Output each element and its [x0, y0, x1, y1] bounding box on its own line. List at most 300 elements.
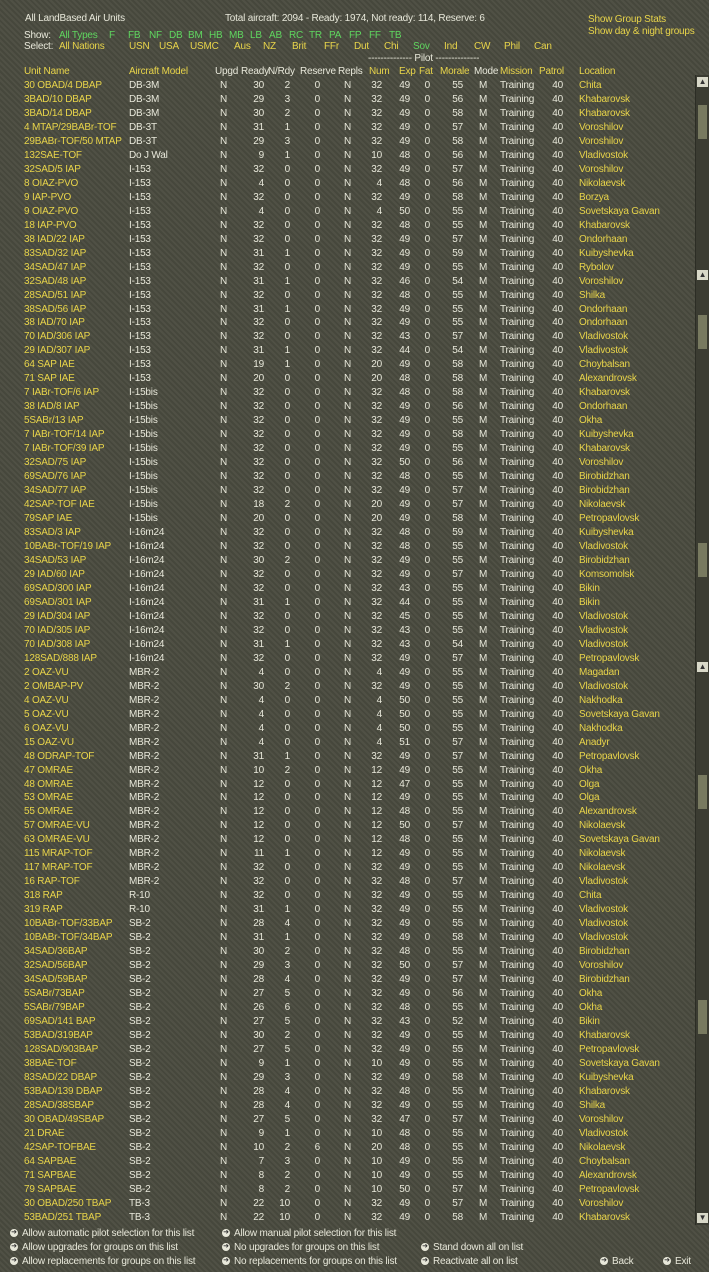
cell-location[interactable]: Vladivostok [579, 638, 628, 650]
cell-unit-name[interactable]: 9 OIAZ-PVO [24, 205, 79, 217]
scroll-up-icon[interactable]: ▲ [698, 270, 707, 279]
table-row[interactable] [0, 164, 700, 178]
table-row[interactable] [0, 1072, 700, 1086]
table-row[interactable] [0, 1142, 700, 1156]
cell-location[interactable]: Anadyr [579, 736, 610, 748]
cell-unit-name[interactable]: 34SAD/47 IAP [24, 261, 87, 273]
cell-location[interactable]: Kuibyshevka [579, 1071, 634, 1083]
nation-nz[interactable]: NZ [263, 41, 276, 52]
nation-can[interactable]: Can [534, 41, 552, 52]
table-row[interactable] [0, 136, 700, 150]
cell-unit-name[interactable]: 42SAP-TOF IAE [24, 499, 95, 511]
cell-location[interactable]: Petropavlovsk [579, 1183, 640, 1195]
cell-unit-name[interactable]: 28SAD/38SBAP [24, 1099, 94, 1111]
cell-location[interactable]: Nakhodka [579, 694, 623, 706]
cell-location[interactable]: Ondorhaan [579, 233, 628, 245]
allow-replacements-button[interactable] [10, 1256, 195, 1267]
allow-upgrades-button[interactable] [10, 1242, 178, 1253]
cell-location[interactable]: Petropavlovsk [579, 750, 640, 762]
cell-location[interactable]: Choybalsan [579, 359, 630, 371]
nation-ind[interactable]: Ind [444, 41, 458, 52]
col-patrol[interactable]: Patrol [539, 66, 564, 77]
cell-location[interactable]: Vladivostok [579, 876, 628, 888]
exit-button[interactable] [663, 1256, 691, 1267]
table-row[interactable] [0, 1044, 700, 1058]
filter-db[interactable]: DB [169, 30, 183, 41]
cell-unit-name[interactable]: 319 RAP [24, 904, 63, 916]
table-row[interactable] [0, 1114, 700, 1128]
cell-location[interactable]: Okha [579, 1002, 603, 1014]
cell-location[interactable]: Vladivostok [579, 932, 628, 944]
cell-location[interactable]: Khabarovsk [579, 1029, 630, 1041]
cell-unit-name[interactable]: 7 IABr-TOF/39 IAP [24, 443, 105, 455]
cell-location[interactable]: Bikin [579, 1015, 600, 1027]
table-row[interactable] [0, 317, 700, 331]
scroll-down-icon[interactable]: ▼ [698, 1213, 707, 1222]
cell-unit-name[interactable]: 5SABr/79BAP [24, 1002, 85, 1014]
cell-unit-name[interactable]: 16 RAP-TOF [24, 876, 80, 888]
col-location[interactable]: Location [579, 66, 616, 77]
cell-location[interactable]: Voroshilov [579, 121, 624, 133]
cell-location[interactable]: Alexandrovsk [579, 806, 637, 818]
cell-unit-name[interactable]: 69SAD/301 IAP [24, 596, 92, 608]
table-row[interactable] [0, 779, 700, 793]
table-row[interactable] [0, 387, 700, 401]
cell-location[interactable]: Nikolaevsk [579, 862, 626, 874]
scroll-up-icon[interactable]: ▲ [698, 662, 707, 671]
cell-location[interactable]: Voroshilov [579, 457, 624, 469]
cell-unit-name[interactable]: 32SAD/75 IAP [24, 457, 87, 469]
filter-ab[interactable]: AB [269, 30, 282, 41]
back-button[interactable] [600, 1256, 633, 1267]
col-upgd[interactable]: Upgd [215, 66, 239, 77]
cell-unit-name[interactable]: 6 OAZ-VU [24, 722, 69, 734]
cell-unit-name[interactable]: 30 OBAD/4 DBAP [24, 80, 102, 91]
table-row[interactable] [0, 178, 700, 192]
table-row[interactable] [0, 792, 700, 806]
cell-unit-name[interactable]: 42SAP-TOFBAE [24, 1141, 96, 1153]
table-row[interactable] [0, 639, 700, 653]
cell-unit-name[interactable]: 71 SAP IAE [24, 373, 75, 385]
cell-location[interactable]: Khabarovsk [579, 107, 630, 119]
cell-location[interactable]: Khabarovsk [579, 1211, 630, 1223]
table-row[interactable] [0, 625, 700, 639]
table-row[interactable] [0, 1002, 700, 1016]
table-row[interactable] [0, 262, 700, 276]
scrollbar-thumb[interactable] [698, 543, 707, 577]
cell-location[interactable]: Komsomolsk [579, 568, 635, 580]
cell-unit-name[interactable]: 10BABr-TOF/34BAP [24, 932, 113, 944]
cell-unit-name[interactable]: 64 SAPBAE [24, 1155, 77, 1167]
table-row[interactable] [0, 150, 700, 164]
cell-unit-name[interactable]: 29 IAD/60 IAP [24, 568, 85, 580]
table-row[interactable] [0, 206, 700, 220]
table-row[interactable] [0, 192, 700, 206]
cell-location[interactable]: Vladivostok [579, 624, 628, 636]
col-nrdy[interactable]: N/Rdy [268, 66, 295, 77]
table-row[interactable] [0, 80, 700, 94]
cell-location[interactable]: Kuibyshevka [579, 247, 634, 259]
table-row[interactable] [0, 932, 700, 946]
cell-unit-name[interactable]: 3BAD/10 DBAP [24, 93, 92, 105]
filter-tb[interactable]: TB [389, 30, 402, 41]
cell-unit-name[interactable]: 69SAD/76 IAP [24, 471, 87, 483]
manual-pilot-selection-button[interactable] [222, 1228, 396, 1239]
cell-unit-name[interactable]: 64 SAP IAE [24, 359, 75, 371]
table-row[interactable] [0, 1128, 700, 1142]
cell-unit-name[interactable]: 34SAD/59BAP [24, 974, 88, 986]
table-row[interactable] [0, 834, 700, 848]
cell-unit-name[interactable]: 83SAD/22 DBAP [24, 1071, 97, 1083]
cell-location[interactable]: Nikolaevsk [579, 848, 626, 860]
cell-location[interactable]: Okha [579, 764, 603, 776]
table-row[interactable] [0, 667, 700, 681]
cell-unit-name[interactable]: 70 IAD/305 IAP [24, 624, 91, 636]
cell-unit-name[interactable]: 29BABr-TOF/50 MTAP [24, 135, 122, 147]
cell-location[interactable]: Voroshilov [579, 1113, 624, 1125]
cell-unit-name[interactable]: 5SABr/73BAP [24, 988, 85, 1000]
cell-location[interactable]: Khabarovsk [579, 1085, 630, 1097]
table-row[interactable] [0, 122, 700, 136]
cell-location[interactable]: Nikolaevsk [579, 1141, 626, 1153]
cell-location[interactable]: Bikin [579, 582, 600, 594]
cell-location[interactable]: Voroshilov [579, 135, 624, 147]
scrollbar-thumb[interactable] [698, 1000, 707, 1034]
cell-location[interactable]: Nikolaevsk [579, 820, 626, 832]
table-row[interactable] [0, 94, 700, 108]
nation-usa[interactable]: USA [159, 41, 179, 52]
cell-location[interactable]: Olga [579, 792, 600, 804]
cell-unit-name[interactable]: 69SAD/300 IAP [24, 582, 92, 594]
no-replacements-button[interactable] [222, 1256, 397, 1267]
cell-location[interactable]: Vladivostok [579, 345, 628, 357]
filter-all-types[interactable]: All Types [59, 30, 98, 41]
cell-location[interactable]: Birobidzhan [579, 485, 630, 497]
filter-bm[interactable]: BM [188, 30, 203, 41]
table-row[interactable] [0, 820, 700, 834]
table-row[interactable] [0, 848, 700, 862]
cell-unit-name[interactable]: 69SAD/141 BAP [24, 1015, 96, 1027]
col-unit-name[interactable]: Unit Name [24, 66, 70, 77]
cell-location[interactable]: Birobidzhan [579, 974, 630, 986]
cell-location[interactable]: Vladivostok [579, 541, 628, 552]
cell-location[interactable]: Birobidzhan [579, 554, 630, 566]
filter-f[interactable]: F [109, 30, 115, 41]
cell-unit-name[interactable]: 53BAD/319BAP [24, 1029, 93, 1041]
table-row[interactable] [0, 527, 700, 541]
cell-unit-name[interactable]: 115 MRAP-TOF [24, 848, 93, 860]
col-exp[interactable]: Exp [399, 66, 416, 77]
table-row[interactable] [0, 904, 700, 918]
cell-unit-name[interactable]: 38 IAD/22 IAP [24, 233, 85, 245]
cell-location[interactable]: Birobidzhan [579, 946, 630, 958]
filter-fp[interactable]: FP [349, 30, 362, 41]
cell-location[interactable]: Sovetskaya Gavan [579, 205, 660, 217]
cell-unit-name[interactable]: 5 OAZ-VU [24, 708, 69, 720]
table-row[interactable] [0, 541, 700, 555]
col-morale[interactable]: Morale [440, 66, 470, 77]
table-row[interactable] [0, 276, 700, 290]
table-row[interactable] [0, 751, 700, 765]
table-row[interactable] [0, 1156, 700, 1170]
cell-unit-name[interactable]: 7 IABr-TOF/6 IAP [24, 387, 99, 399]
table-row[interactable] [0, 709, 700, 723]
cell-unit-name[interactable]: 30 OBAD/49SBAP [24, 1113, 105, 1125]
cell-unit-name[interactable]: 3BAD/14 DBAP [24, 107, 92, 119]
cell-location[interactable]: Petropavlovsk [579, 513, 640, 525]
table-row[interactable] [0, 1212, 700, 1226]
cell-location[interactable]: Voroshilov [579, 163, 624, 175]
cell-location[interactable]: Alexandrovsk [579, 373, 637, 385]
table-row[interactable] [0, 415, 700, 429]
cell-unit-name[interactable]: 63 OMRAE-VU [24, 834, 90, 846]
reactivate-all-button[interactable] [421, 1256, 518, 1267]
table-row[interactable] [0, 1198, 700, 1212]
cell-location[interactable]: Ondorhaan [579, 317, 628, 329]
nation-phil[interactable]: Phil [504, 41, 520, 52]
cell-location[interactable]: Ondorhaan [579, 303, 628, 315]
cell-unit-name[interactable]: 128SAD/903BAP [24, 1043, 99, 1055]
table-row[interactable] [0, 499, 700, 513]
table-row[interactable] [0, 290, 700, 304]
cell-location[interactable]: Vladivostok [579, 149, 628, 161]
table-row[interactable] [0, 1016, 700, 1030]
cell-unit-name[interactable]: 38SAD/56 IAP [24, 303, 87, 315]
cell-unit-name[interactable]: 47 OMRAE [24, 764, 73, 776]
cell-location[interactable]: Khabarovsk [579, 387, 630, 399]
table-row[interactable] [0, 248, 700, 262]
table-row[interactable] [0, 737, 700, 751]
filter-hb[interactable]: HB [209, 30, 223, 41]
cell-unit-name[interactable]: 34SAD/36BAP [24, 946, 88, 958]
cell-unit-name[interactable]: 55 OMRAE [24, 806, 73, 818]
table-row[interactable] [0, 457, 700, 471]
table-row[interactable] [0, 345, 700, 359]
cell-unit-name[interactable]: 30 OBAD/250 TBAP [24, 1197, 112, 1209]
cell-unit-name[interactable]: 15 OAZ-VU [24, 736, 74, 748]
cell-location[interactable]: Alexandrovsk [579, 1169, 637, 1181]
cell-location[interactable]: Shilka [579, 289, 606, 301]
cell-unit-name[interactable]: 29 IAD/304 IAP [24, 610, 91, 622]
cell-location[interactable]: Vladivostok [579, 331, 628, 343]
cell-unit-name[interactable]: 38 IAD/70 IAP [24, 317, 85, 329]
col-repls[interactable]: Repls [338, 66, 363, 77]
nation-dut[interactable]: Dut [354, 41, 369, 52]
cell-unit-name[interactable]: 132SAE-TOF [24, 149, 82, 161]
table-row[interactable] [0, 401, 700, 415]
cell-unit-name[interactable]: 4 MTAP/29BABr-TOF [24, 121, 117, 133]
cell-location[interactable]: Nikolaevsk [579, 177, 626, 189]
cell-location[interactable]: Petropavlovsk [579, 1043, 640, 1055]
table-row[interactable] [0, 723, 700, 737]
cell-unit-name[interactable]: 32SAD/56BAP [24, 960, 88, 972]
filter-nf[interactable]: NF [149, 30, 162, 41]
table-row[interactable] [0, 876, 700, 890]
table-row[interactable] [0, 359, 700, 373]
col-mode[interactable]: Mode [474, 66, 499, 77]
cell-location[interactable]: Nikolaevsk [579, 499, 626, 511]
cell-unit-name[interactable]: 70 IAD/306 IAP [24, 331, 91, 343]
col-aircraft-model[interactable]: Aircraft Model [129, 66, 188, 77]
cell-unit-name[interactable]: 32SAD/5 IAP [24, 163, 81, 175]
cell-unit-name[interactable]: 32SAD/48 IAP [24, 275, 87, 287]
table-row[interactable] [0, 485, 700, 499]
filter-ff[interactable]: FF [369, 30, 381, 41]
table-row[interactable] [0, 1170, 700, 1184]
table-row[interactable] [0, 555, 700, 569]
nation-all[interactable]: All Nations [59, 41, 105, 52]
cell-location[interactable]: Rybolov [579, 261, 614, 273]
col-ready[interactable]: Ready [241, 66, 269, 77]
cell-location[interactable]: Nakhodka [579, 722, 623, 734]
table-row[interactable] [0, 1100, 700, 1114]
col-fat[interactable]: Fat [419, 66, 433, 77]
stand-down-all-button[interactable] [421, 1242, 523, 1253]
cell-unit-name[interactable]: 28SAD/51 IAP [24, 289, 87, 301]
cell-location[interactable]: Voroshilov [579, 1197, 624, 1209]
table-row[interactable] [0, 960, 700, 974]
cell-unit-name[interactable]: 29 IAD/307 IAP [24, 345, 91, 357]
scrollbar-thumb[interactable] [698, 775, 707, 809]
nation-brit[interactable]: Brit [292, 41, 307, 52]
table-row[interactable] [0, 765, 700, 779]
cell-location[interactable]: Vladivostok [579, 918, 628, 930]
table-row[interactable] [0, 681, 700, 695]
cell-location[interactable]: Voroshilov [579, 275, 624, 287]
cell-location[interactable]: Petropavlovsk [579, 652, 640, 664]
cell-location[interactable]: Okha [579, 988, 603, 1000]
nation-chi[interactable]: Chi [384, 41, 399, 52]
cell-location[interactable]: Voroshilov [579, 960, 624, 972]
cell-unit-name[interactable]: 2 OMBAP-PV [24, 680, 84, 692]
cell-unit-name[interactable]: 83SAD/3 IAP [24, 527, 81, 539]
filter-lb[interactable]: LB [250, 30, 262, 41]
filter-rc[interactable]: RC [289, 30, 304, 41]
table-row[interactable] [0, 1058, 700, 1072]
cell-location[interactable]: Birobidzhan [579, 471, 630, 483]
nation-sov[interactable]: Sov [413, 41, 430, 52]
show-group-stats-link[interactable]: Show Group Stats [588, 14, 666, 25]
table-row[interactable] [0, 234, 700, 248]
cell-location[interactable]: Olga [579, 778, 600, 790]
cell-location[interactable]: Kuibyshevka [579, 527, 634, 539]
cell-location[interactable]: Khabarovsk [579, 93, 630, 105]
cell-unit-name[interactable]: 8 OIAZ-PVO [24, 177, 79, 189]
table-row[interactable] [0, 108, 700, 122]
cell-unit-name[interactable]: 48 ODRAP-TOF [24, 750, 95, 762]
cell-unit-name[interactable]: 10BABr-TOF/33BAP [24, 918, 113, 930]
cell-location[interactable]: Magadan [579, 666, 620, 678]
auto-pilot-selection-button[interactable] [10, 1228, 194, 1239]
table-row[interactable] [0, 974, 700, 988]
cell-location[interactable]: Shilka [579, 1099, 606, 1111]
cell-unit-name[interactable]: 70 IAD/308 IAP [24, 638, 91, 650]
scroll-up-icon[interactable]: ▲ [698, 77, 707, 86]
cell-location[interactable]: Chita [579, 80, 602, 91]
cell-unit-name[interactable]: 9 IAP-PVO [24, 191, 72, 203]
col-reserve[interactable]: Reserve [300, 66, 336, 77]
cell-location[interactable]: Okha [579, 415, 603, 427]
cell-unit-name[interactable]: 117 MRAP-TOF [24, 862, 93, 874]
cell-unit-name[interactable]: 79SAP IAE [24, 513, 73, 525]
scrollbar-thumb[interactable] [698, 105, 707, 139]
table-row[interactable] [0, 862, 700, 876]
filter-tr[interactable]: TR [309, 30, 322, 41]
table-row[interactable] [0, 653, 700, 667]
cell-unit-name[interactable]: 34SAD/77 IAP [24, 485, 87, 497]
filter-pa[interactable]: PA [329, 30, 342, 41]
table-row[interactable] [0, 569, 700, 583]
cell-unit-name[interactable]: 4 OAZ-VU [24, 694, 69, 706]
cell-unit-name[interactable]: 21 DRAE [24, 1127, 65, 1139]
cell-location[interactable]: Vladivostok [579, 1127, 628, 1139]
table-row[interactable] [0, 304, 700, 318]
table-row[interactable] [0, 597, 700, 611]
col-num[interactable]: Num [369, 66, 390, 77]
cell-location[interactable]: Ondorhaan [579, 401, 628, 413]
table-row[interactable] [0, 1030, 700, 1044]
cell-unit-name[interactable]: 128SAD/888 IAP [24, 652, 97, 664]
cell-location[interactable]: Vladivostok [579, 680, 628, 692]
cell-location[interactable]: Sovetskaya Gavan [579, 1057, 660, 1069]
cell-unit-name[interactable]: 71 SAPBAE [24, 1169, 77, 1181]
table-row[interactable] [0, 1184, 700, 1198]
cell-unit-name[interactable]: 57 OMRAE-VU [24, 820, 90, 832]
filter-fb[interactable]: FB [128, 30, 141, 41]
table-row[interactable] [0, 806, 700, 820]
cell-location[interactable]: Vladivostok [579, 610, 628, 622]
show-day-night-link[interactable]: Show day & night groups [588, 26, 695, 37]
table-row[interactable] [0, 220, 700, 234]
cell-location[interactable]: Sovetskaya Gavan [579, 708, 660, 720]
nation-aus[interactable]: Aus [234, 41, 251, 52]
table-row[interactable] [0, 429, 700, 443]
cell-location[interactable]: Khabarovsk [579, 443, 630, 455]
table-row[interactable] [0, 611, 700, 625]
nation-ffr[interactable]: FFr [324, 41, 339, 52]
table-row[interactable] [0, 331, 700, 345]
cell-unit-name[interactable]: 38 IAD/8 IAP [24, 401, 80, 413]
cell-unit-name[interactable]: 18 IAP-PVO [24, 219, 77, 231]
table-row[interactable] [0, 890, 700, 904]
table-row[interactable] [0, 1086, 700, 1100]
nation-usmc[interactable]: USMC [190, 41, 219, 52]
cell-unit-name[interactable]: 318 RAP [24, 890, 63, 902]
table-row[interactable] [0, 471, 700, 485]
no-upgrades-button[interactable] [222, 1242, 379, 1253]
cell-unit-name[interactable]: 48 OMRAE [24, 778, 73, 790]
cell-location[interactable]: Bikin [579, 596, 600, 608]
table-row[interactable] [0, 988, 700, 1002]
table-row[interactable] [0, 918, 700, 932]
table-row[interactable] [0, 373, 700, 387]
nation-cw[interactable]: CW [474, 41, 491, 52]
cell-location[interactable]: Khabarovsk [579, 219, 630, 231]
cell-location[interactable]: Chita [579, 890, 602, 902]
cell-unit-name[interactable]: 83SAD/32 IAP [24, 247, 87, 259]
table-row[interactable] [0, 695, 700, 709]
cell-unit-name[interactable]: 53BAD/139 DBAP [24, 1085, 103, 1097]
vertical-scrollbar[interactable] [695, 75, 709, 1225]
cell-location[interactable]: Kuibyshevka [579, 429, 634, 441]
cell-unit-name[interactable]: 5SABr/13 IAP [24, 415, 84, 427]
table-row[interactable] [0, 443, 700, 457]
cell-unit-name[interactable]: 79 SAPBAE [24, 1183, 77, 1195]
cell-unit-name[interactable]: 53BAD/251 TBAP [24, 1211, 102, 1223]
cell-location[interactable]: Borzya [579, 191, 609, 203]
table-row[interactable] [0, 946, 700, 960]
cell-unit-name[interactable]: 53 OMRAE [24, 792, 73, 804]
